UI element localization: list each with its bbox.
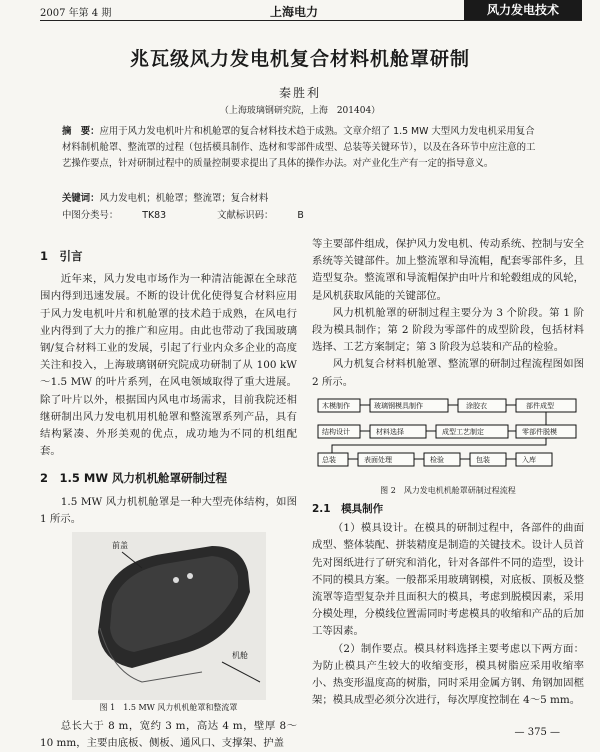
section-1-heading: 1 引言 [40,249,83,263]
issue-label: 2007 年第 4 期 [40,8,112,19]
header-rule [40,20,582,21]
flow-box-label: 玻璃钢模具制作 [374,401,423,410]
classification [62,207,542,221]
flow-box-label: 入库 [522,455,536,464]
flow-box-label: 总装 [322,455,336,464]
nacelle-illustration [72,532,266,700]
abstract [62,124,542,172]
doc-code: 文献标识码： B [217,210,304,221]
page-number: — 375 — [514,727,560,738]
abstract-label: 摘 要： [62,126,100,137]
figure-1-photo [72,532,266,700]
flow-box-label: 零部件脱模 [522,427,557,436]
section-2-paragraph-4: 风力机复合材料机舱罩、整流罩的研制过程流程图如图 2 所示。 [312,358,584,388]
figure-1-label-top: 前盖 [111,541,128,551]
running-header [0,0,600,22]
author: 秦胜利 [278,86,321,100]
subsection-2-1-paragraph-2: （2）制作要点。模具材料选择主要考虑以下两方面：为防止模具产生较大的收缩变形，模具树脂应采用收缩率小、热变形温度高的树脂，同时采用金属方钢、角钢加固框架；模具成型必须分次进行，每次厚度控制在 4～5 mm。 [312,642,584,707]
section-2-paragraph-2a: 总长大于 8 m，宽约 3 m，高达 4 m，壁厚 8～10 mm，主要由底板、侧板、通风口、支撑架、护盖 [40,720,297,750]
flow-box-label: 表面处理 [364,455,392,464]
paper-title: 兆瓦级风力发电机复合材料机舱罩研制 [129,48,470,70]
flow-box-label: 包装 [476,455,490,464]
keywords-label: 关键词： [62,193,100,204]
flow-box-label: 涂胶衣 [466,401,487,410]
section-tag: 风力发电技术 [464,0,582,20]
journal-name: 上海电力 [270,5,319,19]
flow-box-label: 部件成型 [526,401,554,410]
figure-1-label-right: 机舱 [231,651,248,661]
section-2-paragraph-1: 1.5 MW 风力机机舱罩是一种大型壳体结构，如图 1 所示。 [40,495,297,525]
flow-box-label: 材料选择 [376,427,404,436]
flow-box-label: 检验 [430,455,444,464]
subsection-2-1-paragraph-1: （1）模具设计。在模具的研制过程中，各部件的曲面成型、整体装配、拼装精度是制造的关键技术。设计人员首先对图纸进行了研究和消化，针对各部件不同的造型，设计不同的模具方案。一般都采用玻璃钢模，对底板、顶板及整流罩等造型复杂并且面积大的模具，考虑到脱模因素，采用分模处理，分模线位置需同时考虑模具的收缩和产品的后加工等因素。 [312,522,584,638]
flow-box-label: 结构设计 [322,427,350,436]
keywords [62,190,542,204]
left-column [40,246,297,752]
subsection-2-1-heading: 2.1 模具制作 [312,503,384,516]
affiliation: （上海玻璃钢研究院，上海 201404） [219,106,381,116]
flow-box-label: 成型工艺制定 [442,427,484,436]
figure-1-caption: 图 1 1.5 MW 风力机机舱罩和整流罩 [99,703,238,713]
clc: 中图分类号： TK83 [62,210,167,221]
section-2-paragraph-2b: 等主要部件组成，保护风力发电机、传动系统、控制与安全系统等关键部件。加上整流罩和导流帽，配套零部件多，且造型复杂。整流罩和导流帽保护由叶片和轮毂组成的风轮，是风机获取风能的关键部位。 [312,238,584,302]
figure-2-caption: 图 2 风力发电机机舱罩研制过程流程 [380,486,516,496]
flow-box-label: 木模制作 [322,401,350,410]
figure-2-flowchart [316,395,582,477]
keywords-text: 风力发电机；机舱罩；整流罩；复合材料 [99,193,269,204]
section-2-heading: 2 1.5 MW 风力机机舱罩研制过程 [40,471,228,486]
section-2-paragraph-3: 风力机机舱罩的研制过程主要分为 3 个阶段。第 1 阶段为模具制作；第 2 阶段为零部件的成型阶段，包括材料选择、工艺方案制定；第 3 阶段为总装和产品的检验。 [312,306,584,354]
right-column [312,236,584,709]
section-1-paragraph: 近年来，风力发电市场作为一种清洁能源在全球范围内得到迅速发展。不断的设计优化使得复合材料应用于风力发电机叶片和机舱罩的技术趋于成熟，在风电行业内得到了大力的推广和应用。由此也带动了我国玻璃钢/复合材料工业的发展，引起了行业内众多企业的高度关注和投入，上海玻璃钢研究院成功研制了从 100 kW～1.5 MW 的叶片系列，在风电领域取得了重大进展。除了叶片以外，根据国内风电市场需求，目前我院还相继研制出风力发电机用机舱罩和整流罩系列产品，具有结构紧凑、外形美观的优点，成功地为不同的机组配套。 [40,273,297,458]
abstract-text: 应用于风力发电机叶片和机舱罩的复合材料技术趋于成熟。文章介绍了 1.5 MW 大型风力发电机采用复合材料制机舱罩、整流罩的过程（包括模具制作、选材和零部件成型、总装等关键环节），以及在各环节中应注意的工艺操作要点，针对研制过程中的质量控制要求提出了具体的操作办法。对产业化生产有一定的指导意义。 [62,126,536,169]
